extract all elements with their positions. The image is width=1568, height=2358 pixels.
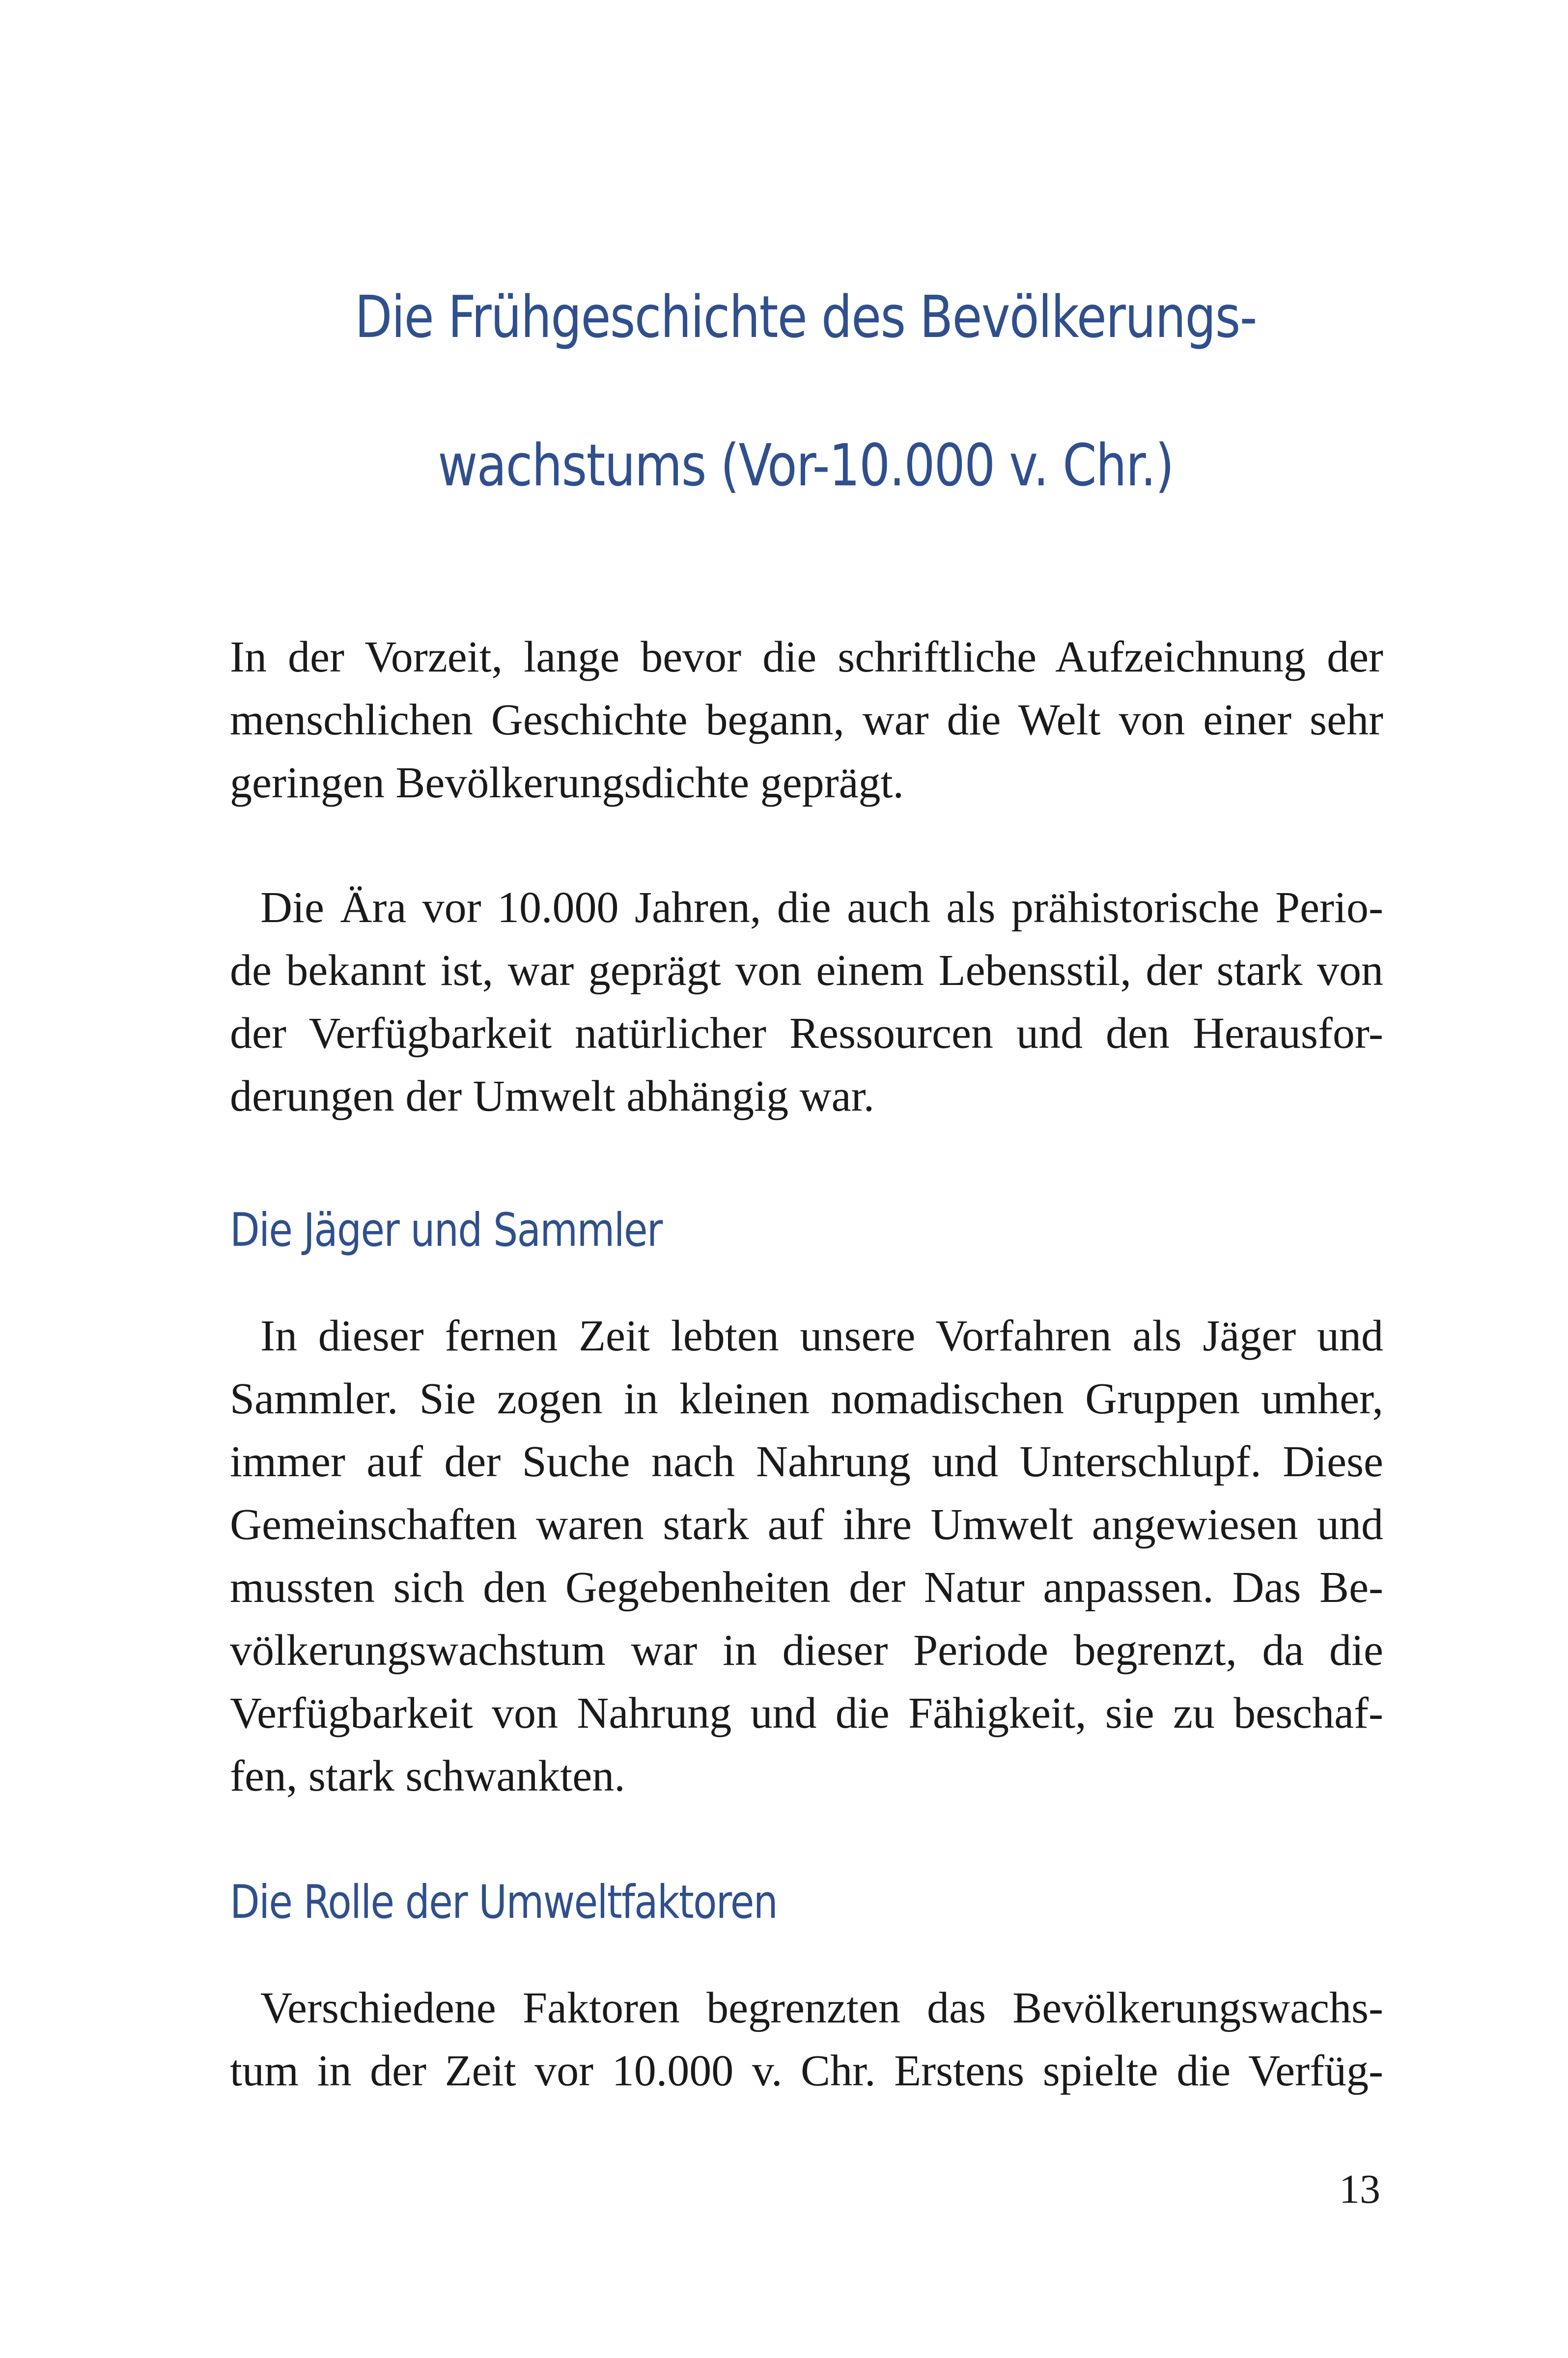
text-line: Sammler. Sie zogen in kleinen nomadischen Gruppen umher, <box>230 1375 1383 1423</box>
text-line: In dieser fernen Zeit lebten unsere Vorfahren als Jäger und <box>260 1312 1383 1360</box>
paragraph-intro <box>230 626 1383 814</box>
section-heading-hunters-gatherers: Die Jäger und Sammler <box>230 1204 662 1257</box>
chapter-title-line-1: Die Frühgeschichte des Bevölkerungs- <box>355 283 1257 351</box>
chapter-title-line-2: wachstums (Vor-10.000 v. Chr.) <box>438 431 1174 499</box>
paragraph-environmental-factors <box>230 1977 1383 2103</box>
text-line: menschlichen Geschichte begann, war die Welt von einer sehr <box>230 696 1383 744</box>
text-line: Verschiedene Faktoren begrenzten das Bevölkerungswachs- <box>260 1984 1383 2032</box>
text-line: Gemeinschaften waren stark auf ihre Umwelt angewiesen und <box>230 1500 1383 1549</box>
text-line: derungen der Umwelt abhängig war. <box>230 1072 875 1121</box>
text-line: geringen Bevölkerungsdichte geprägt. <box>230 758 904 807</box>
paragraph-hunters-gatherers <box>230 1305 1383 1808</box>
text-line: mussten sich den Gegebenheiten der Natur anpassen. Das Be- <box>230 1563 1383 1612</box>
text-line: der Verfügbarkeit natürlicher Ressourcen und den Herausfor- <box>230 1009 1383 1058</box>
text-line: Verfügbarkeit von Nahrung und die Fähigkeit, sie zu beschaf- <box>230 1689 1383 1738</box>
page-number: 13 <box>1339 2166 1380 2212</box>
text-line: In der Vorzeit, lange bevor die schriftliche Aufzeichnung der <box>230 633 1383 681</box>
text-line: immer auf der Suche nach Nahrung und Unterschlupf. Diese <box>230 1437 1383 1486</box>
text-line: völkerungswachstum war in dieser Periode begrenzt, da die <box>230 1626 1383 1675</box>
text-line: fen, stark schwankten. <box>230 1752 625 1800</box>
section-heading-environmental-factors: Die Rolle der Umweltfaktoren <box>230 1876 778 1929</box>
text-line: tum in der Zeit vor 10.000 v. Chr. Erstens spielte die Verfüg- <box>230 2047 1383 2095</box>
text-line: de bekannt ist, war geprägt von einem Lebensstil, der stark von <box>230 946 1383 995</box>
paragraph-era <box>230 876 1383 1128</box>
text-line: Die Ära vor 10.000 Jahren, die auch als prähistorische Perio- <box>260 883 1383 932</box>
